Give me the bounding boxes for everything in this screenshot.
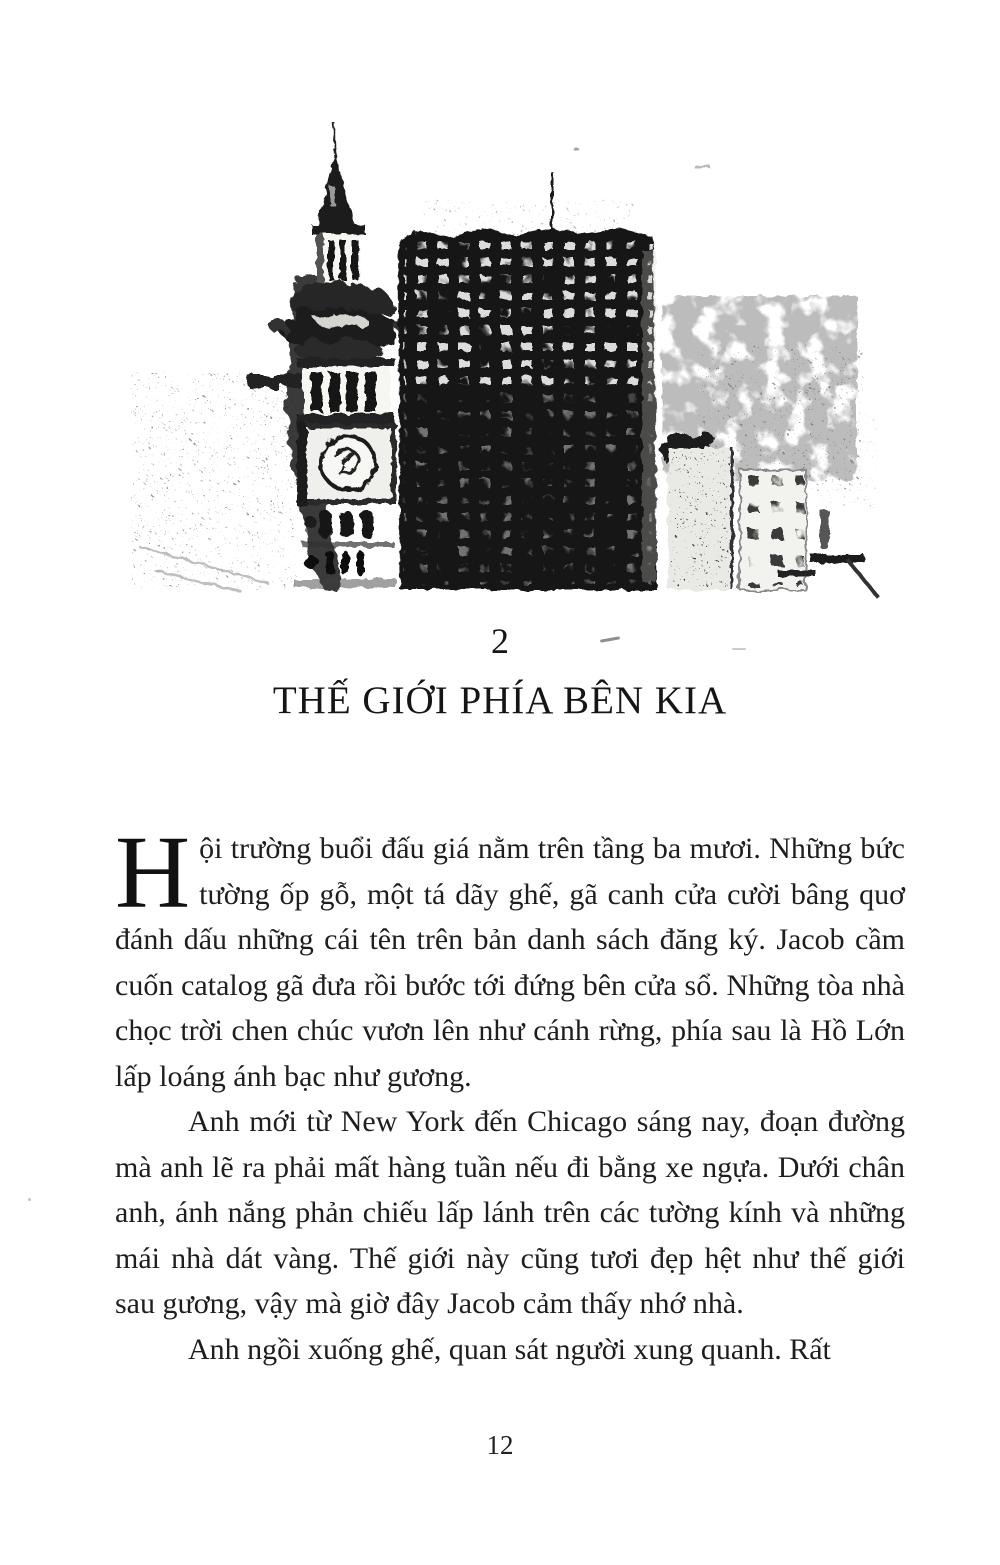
column [347, 372, 358, 412]
base-window [356, 551, 364, 575]
city-skyline-sketch-image [120, 118, 880, 600]
stray-pencil-mark [28, 1198, 31, 1201]
edge-highlight [642, 250, 656, 582]
diagonal-stroke [846, 558, 877, 596]
dash-mark [810, 554, 864, 563]
arched-window [340, 511, 353, 538]
colonnade-bottom [297, 414, 395, 424]
belfry-slit [352, 240, 358, 280]
chimney-mark [820, 510, 829, 548]
base-window [341, 551, 349, 575]
column [329, 372, 340, 412]
belfry-slit [340, 240, 346, 280]
belfry-slit [328, 240, 334, 280]
paragraph-1-text: ội trường buổi đấu giá nằm trên tầng ba mươi. Những bức tường ốp gỗ, một tá dãy ghế, gã canh cửa cười bâng quơ đánh dấu những cái tên trên bản danh sách đăng ký. Jacob cầm cuốn catalog gã đưa rồi bước tới đứng bên cửa sổ. Những tòa nhà chọc trời chen chúc vươn lên như cánh rừng, phía sau là Hồ Lớn lấp loáng ánh bạc như gương. [115, 832, 905, 1093]
page-number: 12 [486, 1430, 514, 1460]
drop-cap: H [115, 815, 191, 930]
column [311, 372, 322, 412]
speck-dash [695, 166, 711, 169]
window-dot [304, 516, 316, 528]
arched-window [319, 511, 332, 538]
clock-frame-shade [297, 424, 307, 506]
skyscraper [398, 172, 657, 590]
paragraph-3: Anh ngồi xuống ghế, quan sát người xung quanh. Rất [188, 1332, 831, 1366]
body-text [115, 815, 905, 1372]
colonnade-top [297, 358, 395, 367]
arched-window [361, 511, 374, 538]
spire-highlight [330, 186, 335, 206]
right-buildings [662, 296, 877, 596]
windows-lower [404, 384, 652, 584]
clock-face [321, 436, 375, 490]
belfry-shade [316, 234, 324, 288]
base-smudge [294, 579, 396, 588]
base-window [326, 551, 334, 575]
sketch-group [132, 124, 877, 596]
faint-specks-right [820, 414, 876, 509]
paragraph-2: Anh mới từ New York đến Chicago sáng nay, đoạn đường mà anh lẽ ra phải mất hàng tuần nếu đi bằng xe ngựa. Dưới chân anh, ánh nắng phản chiếu lấp lánh trên các tường kính và những mái nhà dát vàng. Thế giới này cũng tươi đẹp hệt như thế giới sau gương, vậy mà giờ đây Jacob cảm thấy nhớ nhà. [115, 1105, 905, 1320]
spire-cone [316, 154, 356, 230]
chapter-title: THẾ GIỚI PHÍA BÊN KIA [272, 679, 728, 722]
paragraph-1 [115, 815, 905, 1099]
dash-mark [778, 570, 816, 577]
chapter-number: 2 [491, 621, 509, 661]
speck [573, 146, 578, 151]
column [365, 372, 376, 412]
chapter-illustration [120, 118, 880, 600]
belfry-cap [311, 224, 365, 234]
ledge [246, 374, 304, 387]
window-dot [305, 556, 319, 570]
building-a-windows [670, 452, 730, 586]
building-b-windows [742, 476, 804, 586]
windows-upper [404, 242, 652, 384]
string-course [302, 542, 394, 547]
pencil-specks-left [132, 373, 297, 588]
